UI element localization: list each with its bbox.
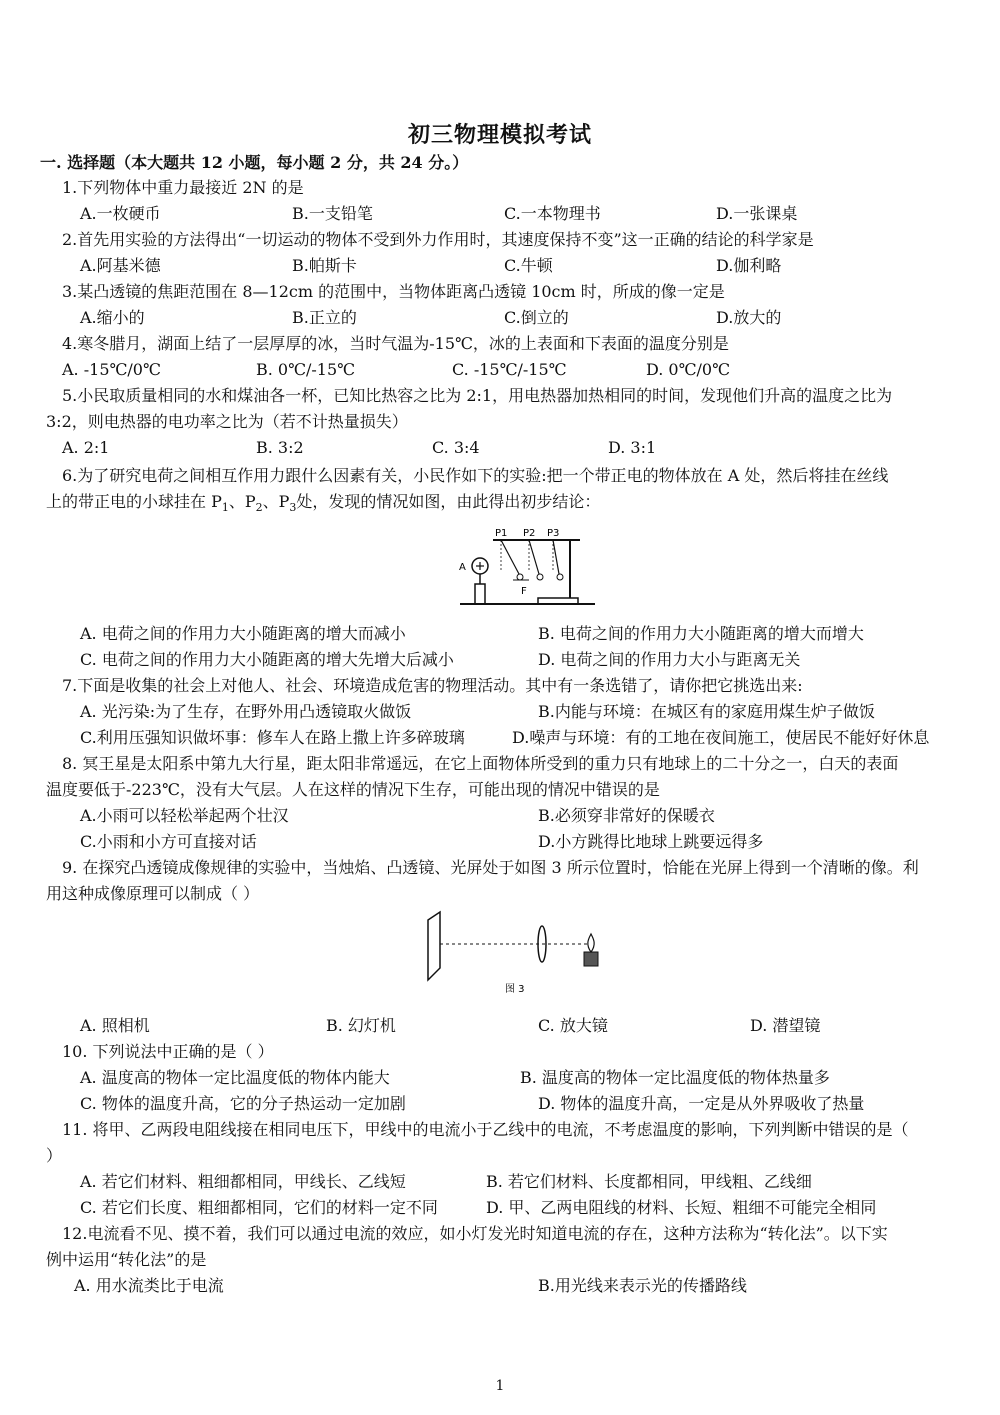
question-8-option-a: A.小雨可以轻松举起两个壮汉 bbox=[80, 806, 289, 825]
question-11-stem: 11. 将甲、乙两段电阻线接在相同电压下，甲线中的电流小于乙线中的电流，不考虑温度的影响，下列判断中错误的是（ bbox=[62, 1120, 909, 1139]
question-2-option-a: A.阿基米德 bbox=[80, 256, 161, 275]
question-10-stem: 10. 下列说法中正确的是（ ） bbox=[62, 1042, 274, 1061]
question-9-option-a: A. 照相机 bbox=[80, 1016, 150, 1035]
question-3-option-a: A.缩小的 bbox=[80, 308, 145, 327]
question-1-option-d: D.一张课桌 bbox=[716, 204, 798, 223]
question-6-option-b: B. 电荷之间的作用力大小随距离的增大而增大 bbox=[538, 624, 864, 643]
question-12-option-b: B.用光线来表示光的传播路线 bbox=[538, 1276, 747, 1295]
page-number: 1 bbox=[495, 1378, 505, 1394]
question-7-option-c: C.利用压强知识做坏事：修车人在路上撒上许多碎玻璃 bbox=[80, 728, 465, 747]
question-7-option-d: D.噪声与环境：有的工地在夜间施工，使居民不能好好休息 bbox=[512, 728, 930, 747]
question-10-option-c: C. 物体的温度升高，它的分子热运动一定加剧 bbox=[80, 1094, 406, 1113]
question-6-stem-cont: 上的带正电的小球挂在 $P_1$、$P_2$、$P_3$处，发现的情况如图，由此得出初步结论： bbox=[46, 492, 601, 515]
question-9-option-c: C. 放大镜 bbox=[538, 1016, 608, 1035]
question-11-option-a: A. 若它们材料、粗细都相同，甲线长、乙线短 bbox=[80, 1172, 406, 1191]
question-5-option-d: D. 3:1 bbox=[608, 438, 657, 457]
question-2-option-d: D.伽利略 bbox=[716, 256, 782, 275]
question-2-option-b: B.帕斯卡 bbox=[292, 256, 357, 275]
question-10-option-b: B. 温度高的物体一定比温度低的物体热量多 bbox=[520, 1068, 830, 1087]
question-2-stem: 2.首先用实验的方法得出“一切运动的物体不受到外力作用时，其速度保持不变”这一正确的结论的科学家是 bbox=[62, 230, 814, 249]
question-4-stem: 4.寒冬腊月，湖面上结了一层厚厚的冰，当时气温为-15℃，冰的上表面和下表面的温度分别是 bbox=[62, 334, 729, 353]
question-4-option-c: C. -15℃/-15℃ bbox=[452, 360, 567, 379]
fig-label-p3: P3 bbox=[547, 528, 560, 539]
question-3-option-b: B.正立的 bbox=[292, 308, 357, 327]
question-9-option-d: D. 潜望镜 bbox=[750, 1016, 821, 1035]
question-4-option-a: A. -15℃/0℃ bbox=[62, 360, 161, 379]
question-7-stem: 7.下面是收集的社会上对他人、社会、环境造成危害的物理活动。其中有一条选错了，请你把它挑选出来: bbox=[62, 676, 803, 695]
question-3-stem: 3.某凸透镜的焦距范围在 8—12cm 的范围中，当物体距离凸透镜 10cm 时，所成的像一定是 bbox=[62, 282, 725, 301]
question-8-stem: 8. 冥王星是太阳系中第九大行星，距太阳非常遥远，在它上面物体所受到的重力只有地球上的二十分之一，白天的表面 bbox=[62, 754, 899, 773]
question-4-option-b: B. 0℃/-15℃ bbox=[256, 360, 356, 379]
question-1-option-c: C.一本物理书 bbox=[504, 204, 601, 223]
question-1-stem: 1.下列物体中重力最接近 2N 的是 bbox=[62, 178, 304, 197]
question-5-option-c: C. 3:4 bbox=[432, 438, 480, 457]
question-8-stem-cont: 温度要低于-223℃，没有大气层。人在这样的情况下生存，可能出现的情况中错误的是 bbox=[46, 780, 660, 799]
question-5-stem: 5.小民取质量相同的水和煤油各一杯，已知比热容之比为 2:1，用电热器加热相同的时间，发现他们升高的温度之比为 bbox=[62, 386, 893, 405]
question-12-stem: 12.电流看不见、摸不着，我们可以通过电流的效应，如小灯发光时知道电流的存在，这种方法称为“转化法”。以下实 bbox=[62, 1224, 888, 1243]
question-6-option-d: D. 电荷之间的作用力大小与距离无关 bbox=[538, 650, 801, 669]
question-3-option-d: D.放大的 bbox=[716, 308, 782, 327]
question-7-option-b: B.内能与环境：在城区有的家庭用煤生炉子做饭 bbox=[538, 702, 875, 721]
question-10-option-d: D. 物体的温度升高，一定是从外界吸收了热量 bbox=[538, 1094, 865, 1113]
fig-caption: 图 3 bbox=[505, 984, 525, 995]
question-6-option-a: A. 电荷之间的作用力大小随距离的增大而减小 bbox=[80, 624, 406, 643]
question-11-stem-cont: ） bbox=[46, 1146, 63, 1165]
charge-experiment-figure bbox=[455, 522, 600, 612]
question-8-option-b: B.必须穿非常好的保暖衣 bbox=[538, 806, 715, 825]
lens-experiment-figure bbox=[420, 908, 610, 998]
question-9-option-b: B. 幻灯机 bbox=[326, 1016, 396, 1035]
question-12-stem-cont: 例中运用“转化法”的是 bbox=[46, 1250, 207, 1269]
question-3-option-c: C.倒立的 bbox=[504, 308, 569, 327]
page-title: 初三物理模拟考试 bbox=[407, 122, 592, 148]
question-11-option-d: D. 甲、乙两电阻线的材料、长短、粗细不可能完全相同 bbox=[486, 1198, 877, 1217]
question-9-stem-cont: 用这种成像原理可以制成（ ） bbox=[46, 884, 260, 903]
fig-label-a: A bbox=[459, 562, 466, 573]
fig-label-f: F bbox=[521, 586, 527, 597]
fig-label-p2: P2 bbox=[523, 528, 536, 539]
question-11-option-c: C. 若它们长度、粗细都相同，它们的材料一定不同 bbox=[80, 1198, 438, 1217]
question-1-option-a: A.一枚硬币 bbox=[80, 204, 161, 223]
question-6-stem: 6.为了研究电荷之间相互作用力跟什么因素有关，小民作如下的实验:把一个带正电的物体放在 A 处，然后将挂在丝线 bbox=[62, 466, 889, 485]
question-5-option-a: A. 2:1 bbox=[62, 438, 110, 457]
question-2-option-c: C.牛顿 bbox=[504, 256, 553, 275]
question-7-option-a: A. 光污染:为了生存，在野外用凸透镜取火做饭 bbox=[80, 702, 412, 721]
fig-label-p1: P1 bbox=[495, 528, 508, 539]
question-5-stem-cont: 3:2，则电热器的电功率之比为（若不计热量损失） bbox=[46, 412, 408, 431]
question-1-option-b: B.一支铅笔 bbox=[292, 204, 373, 223]
section-heading: 一. 选择题（本大题共 12 小题，每小题 2 分，共 24 分。） bbox=[40, 153, 469, 172]
question-9-stem: 9. 在探究凸透镜成像规律的实验中，当烛焰、凸透镜、光屏处于如图 3 所示位置时，恰能在光屏上得到一个清晰的像。利 bbox=[62, 858, 919, 877]
question-12-option-a: A. 用水流类比于电流 bbox=[74, 1276, 224, 1295]
question-5-option-b: B. 3:2 bbox=[256, 438, 304, 457]
question-6-option-c: C. 电荷之间的作用力大小随距离的增大先增大后减小 bbox=[80, 650, 454, 669]
question-11-option-b: B. 若它们材料、长度都相同，甲线粗、乙线细 bbox=[486, 1172, 812, 1191]
question-8-option-c: C.小雨和小方可直接对话 bbox=[80, 832, 257, 851]
question-4-option-d: D. 0℃/0℃ bbox=[646, 360, 730, 379]
question-8-option-d: D.小方跳得比地球上跳要远得多 bbox=[538, 832, 764, 851]
question-10-option-a: A. 温度高的物体一定比温度低的物体内能大 bbox=[80, 1068, 390, 1087]
